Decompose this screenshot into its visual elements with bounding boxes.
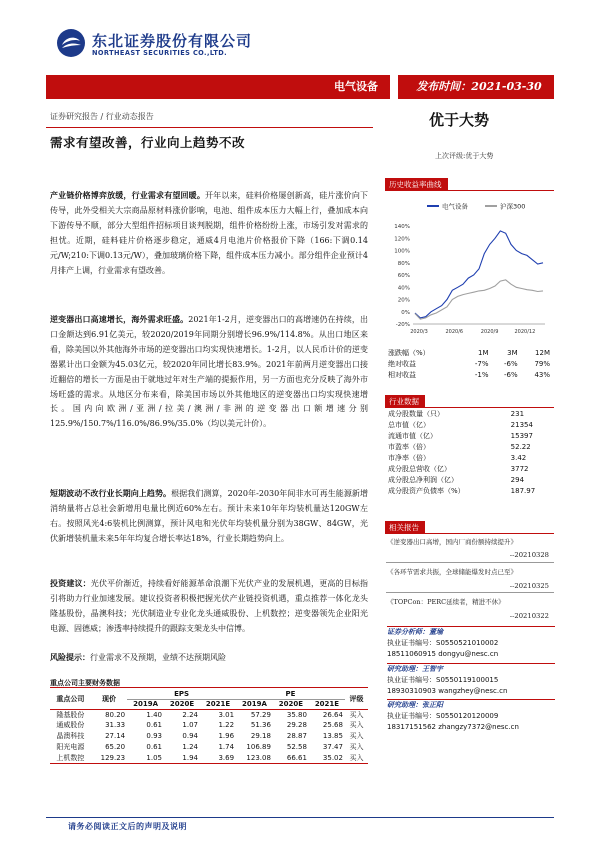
table-cell: 上机数控 (56, 753, 85, 762)
paragraph-investment-advice (50, 576, 368, 637)
table-row (50, 720, 368, 731)
paragraph-text: 光伏平价渐近，持续看好能源革命浪潮下光伏产业的发展机遇，更高的目标指引将助力行业加速发展。建议投资者积极把握光伏产业链投资机遇，重点推荐一体化龙头隆基股份，晶澳科技；光伏制造业专业化龙头通威股份、上机数控；逆变器领先企业阳光电源、固德威；渗透率持续提升的跟踪支架龙头中信博。 (50, 579, 369, 633)
industry-table (386, 409, 552, 496)
table-cell: 阳光电源 (56, 743, 85, 752)
table-cell: 43% (534, 370, 550, 379)
table-cell: 66.61 (286, 753, 307, 762)
industry-section-title: 行业数据 (385, 395, 425, 407)
table-cell: 29.18 (250, 732, 271, 741)
table-row (386, 453, 552, 464)
y-tick-label: 120% (394, 236, 410, 243)
table-cell: -7% (474, 359, 489, 368)
related-section-header (385, 521, 554, 534)
paragraph-long-term-trend (50, 486, 368, 547)
related-report-link[interactable]: 《逆变器出口高增，国内厂商份额持续提升》 (387, 538, 517, 546)
table-row (50, 731, 368, 742)
table-cell: 106.89 (246, 743, 271, 752)
table-row (386, 420, 552, 431)
table-cell: 3772 (510, 464, 529, 473)
table-cell: 26.64 (322, 710, 343, 719)
table-cell: 2.24 (182, 710, 199, 719)
column-header: 重点公司 (50, 689, 91, 709)
rating-previous: 上次评级:优于大势 (435, 152, 494, 160)
table-cell: 51.36 (250, 721, 271, 730)
table-cell: 31.33 (105, 721, 126, 730)
table-cell: 52.58 (286, 743, 307, 752)
table-cell: 总市值（亿） (388, 421, 430, 430)
footer-divider (46, 817, 554, 818)
table-cell: 1.22 (218, 721, 235, 730)
paragraph-text: 开年以来，硅料价格屡创新高，硅片涨价向下传导，此外受相关大宗商品原材料涨价影响，电池、组件成本压力大幅上行，叠加成本向下游传导不顺，部分大型组件招标项目谈判脱期，组件价格纷纷上涨，市场引发对需求的担忧。近期，硅料硅片价格逐步稳定，通威4月电池片价格报价下降（166:下调0.14元/W;210:下调0.13元/W），叠加玻璃价格下降，组件成本压力减小。部分组件企业预计4月排产上调，行业需求有望改善。 (50, 191, 368, 275)
table-cell: 15397 (510, 432, 533, 441)
table-cell: 21354 (510, 421, 533, 430)
column-header: 2019A (127, 699, 164, 709)
analyst-role: 证券分析师：董瑜 (387, 627, 443, 636)
analyst-contact[interactable]: 18317151562 zhangzy7372@nesc.cn (387, 723, 519, 732)
table-cell: 1.24 (182, 743, 199, 752)
earnings-table-title: 重点公司主要财务数据 (50, 678, 120, 687)
table-cell: 52.22 (510, 443, 531, 452)
brand-name-cn: 东北证券股份有限公司 (92, 32, 253, 50)
risk-text: 行业需求不及预期，业绩不达预期风险 (90, 653, 226, 662)
table-header-row (50, 689, 368, 699)
brand-name-en: NORTHEAST SECURITIES CO.,LTD. (92, 49, 228, 57)
y-tick-label: 20% (397, 297, 410, 304)
table-cell: 231 (510, 410, 525, 419)
table-row (386, 409, 552, 420)
performance-table (386, 347, 552, 380)
chart-section-header (385, 178, 554, 191)
table-cell: 25.68 (322, 721, 343, 730)
return-chart (385, 192, 554, 342)
earnings-table (50, 689, 368, 764)
table-cell: 294 (510, 475, 525, 484)
x-tick-label: 2020/6 (445, 329, 464, 335)
footer-disclaimer: 请务必阅读正文后的声明及说明 (68, 821, 187, 831)
table-cell: 买入 (349, 732, 364, 741)
chart-section-title: 历史收益率曲线 (385, 178, 448, 190)
table-cell: 相对收益 (388, 370, 416, 379)
earnings-table-rule (50, 687, 368, 688)
x-tick-label: 2020/3 (410, 329, 428, 335)
table-cell: -6% (504, 370, 518, 379)
header-divider (390, 75, 398, 99)
sector-label: 电气设备 (334, 80, 378, 93)
table-cell: 0.94 (182, 732, 199, 741)
table-cell: 成分股数量（只） (388, 410, 444, 419)
analyst-cert: 执业证书编号：S0550120120009 (387, 712, 499, 721)
paragraph-lead: 投资建议： (50, 578, 91, 588)
table-cell: 1.94 (182, 753, 199, 762)
x-tick-label: 2020/9 (480, 329, 499, 335)
table-row (50, 709, 368, 720)
table-cell: 买入 (349, 743, 364, 752)
table-cell: 1.05 (146, 753, 162, 762)
related-report-date: --20210322 (509, 612, 549, 620)
table-row (386, 358, 552, 369)
breadcrumb: 证券研究报告 / 行业动态报告 (50, 112, 154, 121)
y-tick-label: 100% (394, 248, 410, 255)
table-cell: 晶澳科技 (56, 732, 85, 741)
risk-warning (50, 652, 226, 663)
analyst-cert: 执业证书编号：S0550119100015 (387, 675, 499, 684)
y-tick-label: 80% (397, 260, 410, 267)
column-header: 现价 (91, 689, 127, 709)
table-row (386, 485, 552, 496)
table-cell: -6% (504, 359, 518, 368)
related-section-title: 相关报告 (385, 521, 425, 533)
table-cell: 187.97 (510, 486, 536, 495)
y-tick-label: 40% (397, 285, 410, 292)
x-tick-label: 2020/12 (514, 329, 536, 335)
column-header: 2021E (309, 699, 345, 709)
table-cell: 1.74 (218, 743, 235, 752)
table-row (386, 463, 552, 474)
table-cell: 35.02 (322, 753, 343, 762)
table-cell: 129.23 (100, 753, 126, 762)
industry-section-header (385, 395, 554, 408)
table-row (386, 431, 552, 442)
table-cell: 28.87 (286, 732, 307, 741)
table-cell: 买入 (349, 710, 364, 719)
table-row (386, 347, 552, 358)
table-cell: 35.80 (286, 710, 307, 719)
table-cell: 27.14 (105, 732, 126, 741)
title-divider (46, 127, 373, 128)
table-cell: 3.01 (218, 710, 235, 719)
related-report-link[interactable]: 《TOPCon：PERC延续者，精进不休》 (387, 598, 505, 606)
table-cell: 3.42 (510, 454, 527, 462)
analyst-contact[interactable]: 18930310903 wangzhey@nesc.cn (387, 686, 508, 695)
table-cell: 1.07 (182, 721, 199, 730)
column-header: PE (236, 689, 345, 699)
legend-label: 电气设备 (442, 202, 468, 211)
table-cell: 3M (507, 348, 518, 357)
column-header: 2021E (200, 699, 236, 709)
table-cell: 涨跌幅（%） (388, 348, 430, 357)
table-cell: 成分股资产负债率（%） (388, 486, 465, 495)
table-cell: 29.28 (286, 721, 307, 730)
paragraph-inverter-export (50, 312, 368, 432)
related-report-date: --20210325 (509, 582, 549, 590)
publish-date: 发布时间：2021-03-30 (416, 80, 542, 93)
table-cell: 57.29 (250, 710, 271, 719)
y-tick-label: 60% (397, 273, 410, 279)
y-tick-label: -20% (395, 322, 410, 328)
report-title: 需求有望改善，行业向上趋势不改 (50, 135, 246, 150)
related-divider (386, 562, 554, 563)
paragraph-lead: 产业链价格博弈放缓，行业需求有望回暖。 (50, 190, 205, 200)
table-cell: 成分股总营收（亿） (388, 464, 451, 473)
column-header: 2019A (236, 699, 273, 709)
series-line (415, 280, 543, 319)
legend-label: 沪深300 (500, 202, 526, 211)
column-header: 2020E (164, 699, 200, 709)
table-cell: 13.85 (322, 732, 343, 741)
table-cell: 买入 (349, 753, 364, 762)
table-cell: 79% (534, 359, 550, 368)
table-cell: 通威股份 (56, 721, 85, 730)
paragraph-supply-chain (50, 188, 368, 278)
table-cell: 绝对收益 (388, 359, 416, 368)
analyst-role: 研究助理：王智宇 (387, 663, 443, 673)
series-line (415, 231, 543, 318)
table-row (386, 474, 552, 485)
column-header: 评级 (345, 689, 368, 709)
table-cell: 市净率（倍） (388, 454, 430, 462)
risk-lead: 风险提示： (50, 652, 90, 662)
analyst-cert: 执业证书编号：S0550521010002 (387, 638, 499, 647)
paragraph-lead: 逆变器出口高速增长，海外需求旺盛。 (50, 314, 189, 324)
table-cell: 买入 (349, 721, 364, 730)
paragraph-lead: 短期波动不改行业长期向上趋势。 (50, 488, 172, 498)
column-header: EPS (127, 689, 236, 699)
table-cell: 65.20 (105, 743, 126, 752)
table-row (50, 742, 368, 753)
rating-current: 优于大势 (429, 111, 490, 129)
header-bar (46, 75, 554, 99)
table-cell: 流通市值（亿） (388, 432, 437, 441)
table-row (386, 442, 552, 453)
table-cell: 123.08 (246, 753, 271, 762)
table-row (50, 753, 368, 764)
table-cell: 隆基股份 (56, 710, 85, 719)
table-cell: 1.40 (146, 710, 162, 719)
table-cell: 80.20 (105, 710, 126, 719)
paragraph-text: 根据我们测算，2020年-2030年间非水可再生能源新增消纳量将占总社会新增用电量比例近60%左右。预计未来10年年均装机量达120GW左右。按照风光4:6装机比例测算，预计风电和光伏年均装机量分别为38GW、84GW，光伏新增装机量未来5年年均复合增长率达18%，行业长期趋势向上。 (50, 489, 369, 543)
table-cell: 3.69 (218, 753, 235, 762)
table-cell: 1.96 (218, 732, 235, 741)
table-cell: 0.61 (146, 721, 162, 730)
y-tick-label: 140% (394, 224, 410, 230)
paragraph-text: 2021年1-2月，逆变器出口的高增速仍在持续，出口金额达到6.91亿美元，较2020/2019年同期分别增长96.9%/114.8%。从出口地区来看，除美国以外其他海外市场的逆变器出口均实现快速增长。1-2月，以人民币计价的逆变器累计出口金额为45.03亿元，较2020年同比增长83.9%。2021年前两月逆变器出口接近翻倍的增长一方面是由于就地过年对生产端的提振作用，另一方面也充分反映了海外市场旺盛的需求。从地区分布来看，除美国市场以外其他地区的逆变器出口均实现快速增长。国内向欧洲/亚洲/拉美/澳洲/非洲的逆变器出口额增速分别125.9%/150.7%/116.0%/86.9%/35.0%（均以美元计价）。 (50, 315, 368, 429)
table-cell: 12M (535, 348, 550, 357)
analyst-role: 研究助理：张正阳 (387, 700, 443, 710)
column-header: 2020E (273, 699, 309, 709)
table-cell: 市盈率（倍） (388, 443, 430, 452)
company-logo-icon (56, 28, 86, 58)
table-cell: 成分股总净利润（亿） (388, 475, 458, 484)
related-report-link[interactable]: 《各环节需求共振，全球储能爆发时点已至》 (387, 568, 517, 576)
analyst-contact[interactable]: 18511060915 dongyu@nesc.cn (387, 649, 499, 658)
table-cell: 1M (478, 348, 489, 357)
table-cell: 0.61 (146, 743, 162, 752)
y-tick-label: 0% (401, 309, 410, 316)
table-cell: -1% (474, 370, 489, 379)
analyst-list (387, 614, 555, 733)
table-cell: 0.93 (146, 732, 162, 741)
table-row (386, 369, 552, 380)
related-divider (386, 592, 554, 593)
related-report-date: --20210328 (509, 551, 549, 559)
table-cell: 37.47 (322, 743, 343, 752)
